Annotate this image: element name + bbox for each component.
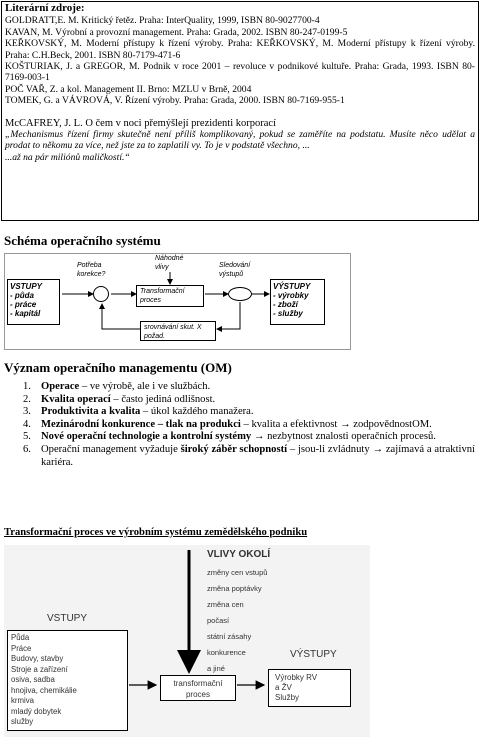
transform-input-item: hnojiva, chemikálie xyxy=(11,685,77,695)
om-heading: Význam operačního managementu (OM) xyxy=(4,360,232,375)
transform-input-item: osiva, sadba xyxy=(11,675,55,684)
om-item: 3. Produktivita a kvalita – úkol každého manažera. xyxy=(23,406,254,418)
transform-process-box: Transformační proces xyxy=(136,285,204,307)
need-correction-label: Potřeba korekce? xyxy=(77,262,106,278)
influence-item: změna poptávky xyxy=(207,584,262,593)
page xyxy=(1,1,481,739)
quote-author: McCAFREY, J. L. O čem v noci přemýšlejí prezidenti korporací xyxy=(5,117,277,129)
reference-item: KAVAN, M. Výrobní a provozní management. Praha: Grada, 2002. ISBN 80-247-0199-5 xyxy=(5,26,348,38)
influence-item: konkurence xyxy=(207,648,246,657)
transform-input-item: služby xyxy=(11,717,34,726)
influences-title: VLIVY OKOLÍ xyxy=(207,549,271,560)
reference-item: GOLDRATT,E. M. Kritický řetěz. Praha: InterQuality, 1999, ISBN 80-9027700-4 xyxy=(5,15,320,27)
transform-process-box-2: transformační proces xyxy=(160,675,236,701)
schema-input-item: - práce xyxy=(10,300,37,309)
transform-output-item: Výrobky RV xyxy=(275,673,318,682)
schema-inputs-title: VSTUPY xyxy=(10,282,43,291)
schema-output-item: - zboží xyxy=(273,300,298,309)
om-item: 5. Nové operační technologie a kontrolní systémy → nezbytnost znalosti operačních procesů. xyxy=(23,431,436,443)
influence-item: změna cen xyxy=(207,600,244,609)
reference-item: POČ VAŘ, Z. a kol. Management II. Brno: MZLU v Brně, 2004 xyxy=(5,83,252,95)
quote-text: „Mechanismus řízení firmy skutečně není příliš komplikovaný, pokud se zaměříte na podstatu. Musíte něco udělat a prodat to někomu za více, než jste za to zaplatili vy. To je v podstatě všechno, ... xyxy=(5,129,475,152)
schema-heading: Schéma operačního systému xyxy=(4,233,161,248)
om-list xyxy=(23,381,475,469)
references-box xyxy=(1,1,479,221)
tracking-outputs-label: Sledování výstupů xyxy=(219,262,251,278)
transform-output-item: Služby xyxy=(275,693,300,702)
schema-diagram xyxy=(4,253,351,350)
quote-end: ...až na pár miliónů maličkostí.“ xyxy=(5,151,130,163)
om-item: 6. Operační management vyžaduje široký záběr schopností – jsou-li zvládnuty → zajímavá a atraktivní kariéra. xyxy=(23,443,475,468)
transform-input-item: Půda xyxy=(11,633,30,642)
references-heading: Literární zdroje: xyxy=(5,2,85,14)
transform-outputs-box xyxy=(268,669,351,707)
transform-output-item: a ŽV xyxy=(275,683,292,692)
compare-box: srovnávání skut. X požad. xyxy=(140,321,216,341)
om-item: 1. Operace – ve výrobě, ale i ve službách. xyxy=(23,381,211,392)
influence-item: státní zásahy xyxy=(207,632,252,641)
correction-circle xyxy=(93,286,109,302)
transform-diagram xyxy=(4,545,370,737)
influence-item: a jiné xyxy=(207,664,225,673)
schema-outputs-box xyxy=(270,279,325,325)
tracking-ellipse xyxy=(228,287,252,301)
schema-input-item: - půda xyxy=(10,291,34,300)
random-influences-label: Náhodné vlivy xyxy=(155,255,184,271)
influence-item: počasí xyxy=(207,616,230,625)
transform-input-item: Budovy, stavby xyxy=(11,654,64,663)
schema-output-item: - služby xyxy=(273,309,303,318)
transform-inputs-box xyxy=(7,630,128,731)
reference-item: TOMEK, G. a VÁVROVÁ, V. Řízení výroby. Praha: Grada, 2000. ISBN 80-7169-955-1 xyxy=(5,95,345,107)
influence-item: změny cen vstupů xyxy=(207,568,268,577)
transform-heading: Transformační proces ve výrobním systému zemědělského podniku xyxy=(4,527,308,538)
transform-input-item: Práce xyxy=(11,643,32,653)
influences-list xyxy=(207,565,267,677)
reference-item: KOŠTURIAK, J. a GREGOR, M. Podnik v roce 2001 – revoluce v podnikové kultuře. Praha: Grada, 1993. ISBN 80-7169-003-1 xyxy=(5,61,475,84)
transform-input-item: mladý dobytek xyxy=(11,706,62,716)
transform-input-item: krmiva xyxy=(11,696,34,705)
schema-input-item: - kapitál xyxy=(10,309,41,318)
schema-output-item: - výrobky xyxy=(273,291,309,300)
reference-item: KEŘKOVSKÝ, M. Moderní přístupy k řízení výroby. Praha: KEŘKOVSKÝ, M. Moderní přístupy k řízení výroby. Praha: C.H.Beck, 2001. ISBN 80-7179-471-6 xyxy=(5,38,475,61)
transform-outputs-title: VÝSTUPY xyxy=(290,649,337,660)
transform-inputs-title: VSTUPY xyxy=(47,613,88,624)
schema-outputs-title: VÝSTUPY xyxy=(273,282,311,291)
om-item: 4. Mezinárodní konkurence – tlak na produkci – kvalita a efektivnost → zodpovědnostOM. xyxy=(23,418,432,430)
om-item: 2. Kvalita operací – často jediná odlišnost. xyxy=(23,393,216,405)
schema-inputs-box xyxy=(7,279,60,325)
transform-input-item: Stroje a zařízení xyxy=(11,664,68,674)
